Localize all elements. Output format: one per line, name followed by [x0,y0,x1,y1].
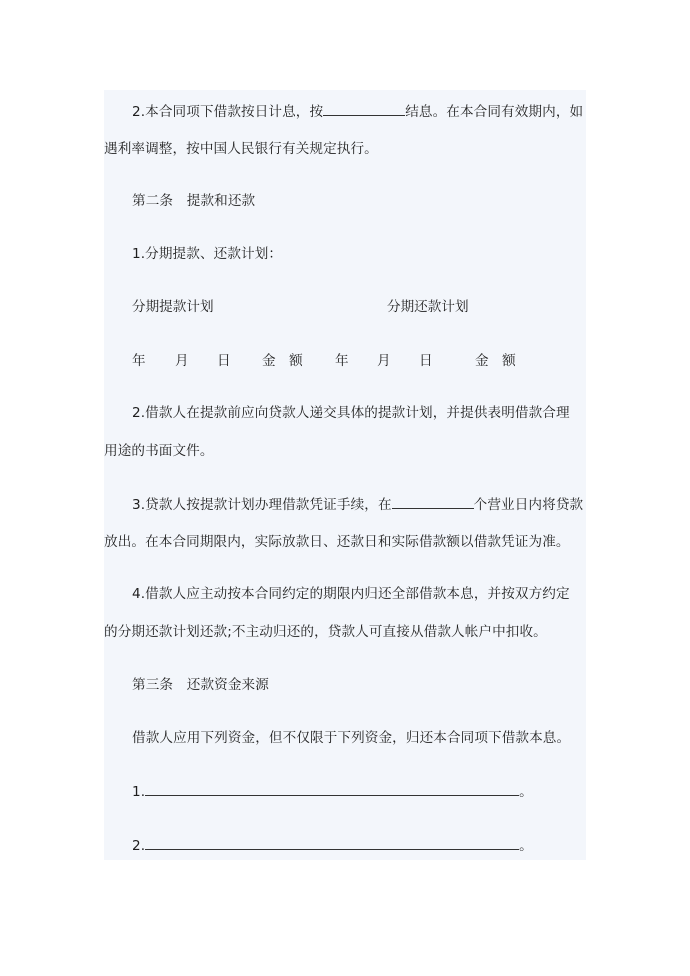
draw-col-day: 日 [217,353,231,369]
draw-plan-title: 分期提款计划 [132,299,214,315]
item-4-line1: 4.借款人应主动按本合同约定的期限内归还全部借款本息，并按双方约定 [132,586,570,602]
funds-intro: 借款人应用下列资金，但不仅限于下列资金，归还本合同项下借款本息。 [132,730,571,746]
fund-item-1 [132,781,533,802]
blank-field-business-days[interactable] [392,494,474,509]
draw-col-year: 年 [132,353,146,369]
repay-col-day: 日 [419,353,433,369]
interest-clause-line1 [132,101,583,122]
fund-item-number: 2. [132,838,146,854]
item-4-line2: 的分期还款计划还款;不主动归还的，贷款人可直接从借款人帐户中扣收。 [104,624,547,640]
repay-col-amount: 金 额 [475,353,516,369]
text: 3.贷款人按提款计划办理借款凭证手续，在 [132,497,392,513]
text: 结息。在本合同有效期内，如 [405,104,584,120]
article-3-heading: 第三条 还款资金来源 [132,677,269,693]
blank-field-fund-2[interactable] [145,835,519,850]
repay-col-year: 年 [335,353,349,369]
item-2-line2: 用途的书面文件。 [104,443,214,459]
repay-col-month: 月 [377,353,391,369]
item-3-line1 [132,494,583,515]
item-2-line1: 2.借款人在提款前应向贷款人递交具体的提款计划，并提供表明借款合理 [132,405,570,421]
repay-plan-title: 分期还款计划 [387,299,469,315]
fund-item-2 [132,835,533,856]
text: 。 [519,838,533,854]
text: 2.本合同项下借款按日计息，按 [132,104,324,120]
draw-col-amount: 金 额 [262,353,303,369]
item-3-line2: 放出。在本合同期限内，实际放款日、还款日和实际借款额以借款凭证为准。 [104,534,570,550]
text: 。 [519,784,533,800]
blank-field-interest-method[interactable] [323,101,405,116]
interest-clause-line2: 遇利率调整，按中国人民银行有关规定执行。 [104,141,378,157]
text: 个营业日内将贷款 [473,497,584,513]
fund-item-number: 1. [132,784,146,800]
item-1-schedule: 1.分期提款、还款计划： [132,246,283,262]
article-2-heading: 第二条 提款和还款 [132,193,256,209]
blank-field-fund-1[interactable] [145,781,519,796]
draw-col-month: 月 [175,353,189,369]
